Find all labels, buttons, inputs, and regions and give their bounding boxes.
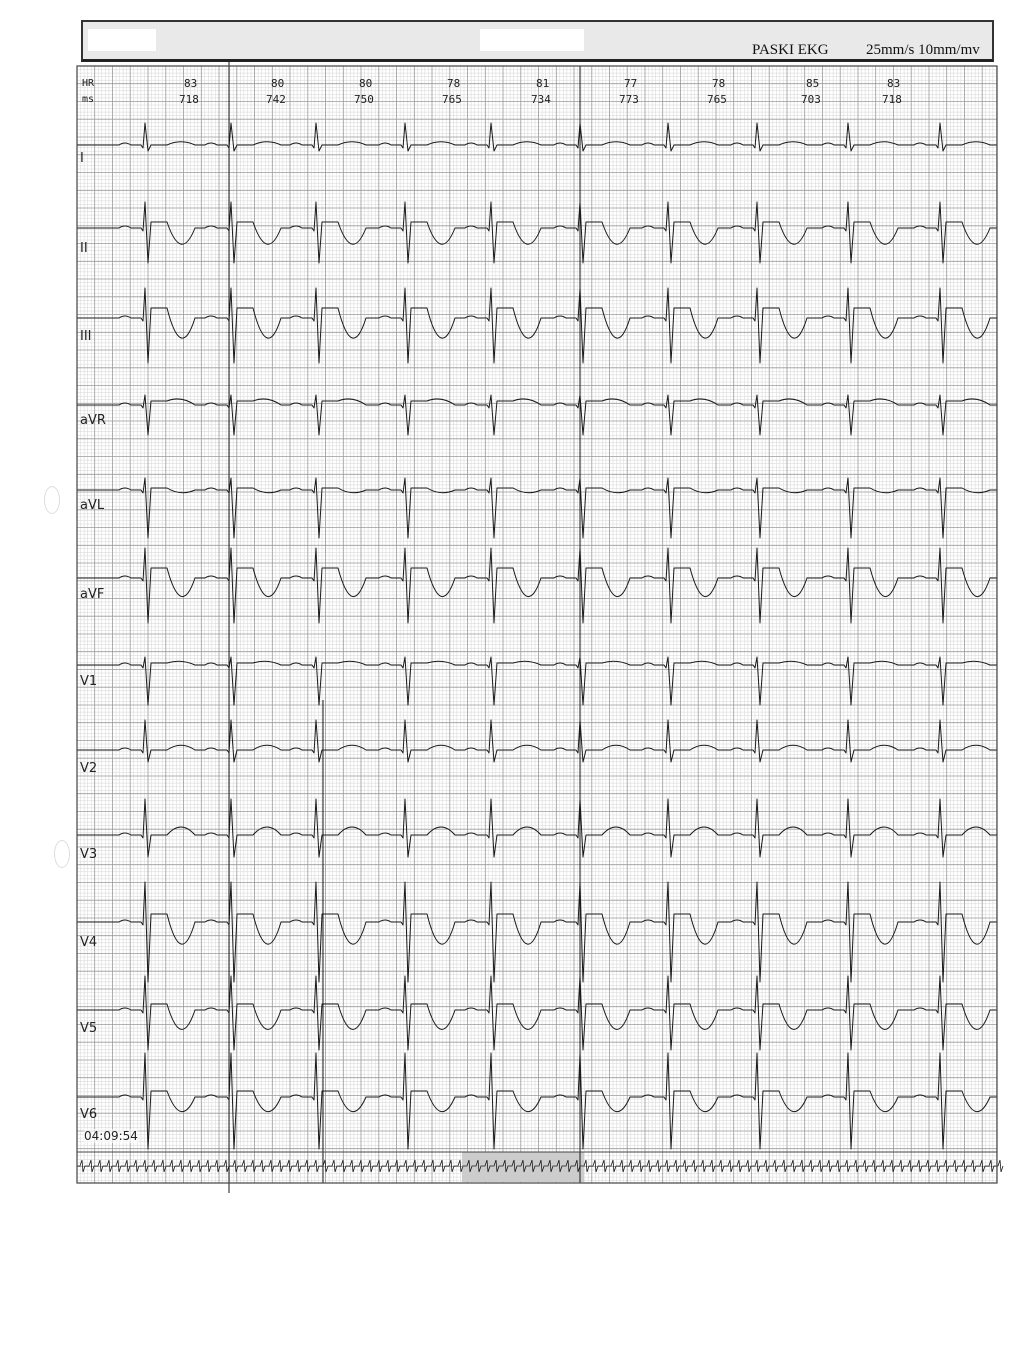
beat-1-ms: 718 <box>179 93 199 106</box>
lead-label-iii: III <box>80 329 92 344</box>
beat-1-hr: 83 <box>184 77 198 90</box>
beat-5-ms: 734 <box>531 93 551 106</box>
lead-label-v3: V3 <box>80 847 98 862</box>
ms-row-label: ms <box>82 94 95 105</box>
beat-3-hr: 80 <box>359 77 373 90</box>
lead-trace-avr <box>77 395 997 435</box>
recording-timestamp: 04:09:54 <box>84 1129 138 1143</box>
lead-label-v1: V1 <box>80 674 98 689</box>
lead-trace-ii <box>77 202 997 263</box>
lead-label-avf: aVF <box>80 587 105 602</box>
ecg-traces <box>77 48 1003 1193</box>
beat-4-hr: 78 <box>447 77 461 90</box>
beat-6-ms: 773 <box>619 93 639 106</box>
lead-label-v2: V2 <box>80 761 98 776</box>
lead-label-v6: V6 <box>80 1107 98 1122</box>
beat-7-hr: 78 <box>712 77 726 90</box>
ecg-title: PASKI EKG <box>752 42 829 58</box>
grid-minor-lines <box>77 66 997 1183</box>
binder-hole-top <box>44 486 60 514</box>
lead-trace-avl <box>77 478 997 538</box>
beat-5-hr: 81 <box>536 77 550 90</box>
lead-label-avr: aVR <box>80 413 106 428</box>
beat-8-ms: 703 <box>801 93 821 106</box>
grid-major-lines <box>77 66 997 1183</box>
binder-hole-bottom <box>54 840 70 868</box>
ecg-settings: 25mm/s 10mm/mv <box>866 42 980 58</box>
beat-6-hr: 77 <box>624 77 638 90</box>
beat-8-hr: 85 <box>806 77 820 90</box>
lead-label-ii: II <box>80 241 88 256</box>
lead-label-v5: V5 <box>80 1021 98 1036</box>
beat-3-ms: 750 <box>354 93 374 106</box>
hr-row-label: HR <box>82 78 95 89</box>
beat-9-hr: 83 <box>887 77 901 90</box>
redacted-patient-id <box>480 29 584 51</box>
ecg-grid <box>77 66 997 1183</box>
lead-label-avl: aVL <box>80 498 105 513</box>
beat-4-ms: 765 <box>442 93 462 106</box>
lead-label-i: I <box>80 151 84 166</box>
lead-label-v4: V4 <box>80 935 98 950</box>
beat-2-ms: 742 <box>266 93 286 106</box>
lead-trace-iii <box>77 288 997 363</box>
redacted-patient-name <box>88 29 156 51</box>
beat-2-hr: 80 <box>271 77 285 90</box>
beat-9-ms: 718 <box>882 93 902 106</box>
grid-border <box>77 66 997 1183</box>
beat-7-ms: 765 <box>707 93 727 106</box>
